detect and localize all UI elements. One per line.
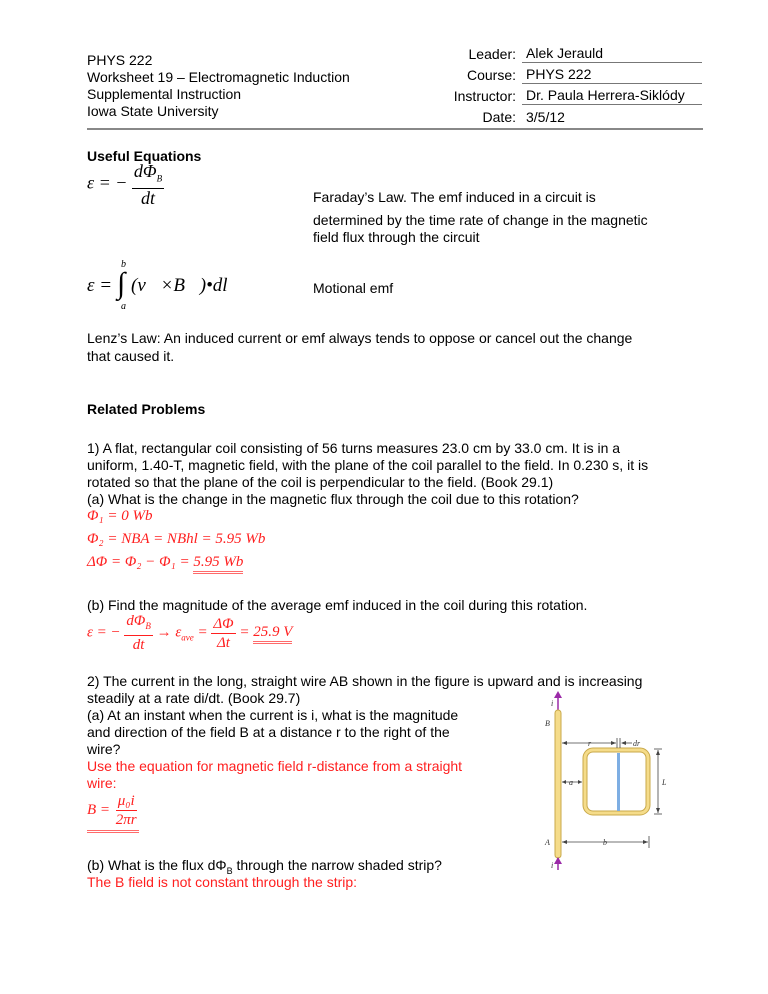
- eq-fraction: [132, 162, 164, 207]
- faraday-desc-1: Faraday’s Law. The emf induced in a circuit is: [313, 189, 596, 205]
- eq-arrow: → ε: [156, 624, 182, 641]
- straight-wire: [555, 710, 561, 858]
- svg-text:L: L: [662, 778, 667, 787]
- problem-text-line: 2) The current in the long, straight wire AB shown in the figure is upward and is increasing: [87, 673, 643, 689]
- svg-text:r: r: [588, 739, 592, 748]
- eq-sub: ave: [181, 632, 194, 643]
- answer-result: 25.9 V: [253, 624, 292, 644]
- eq-den: dt: [140, 187, 155, 208]
- faraday-desc-3: field flux through the circuit: [313, 229, 480, 245]
- course-code: PHYS 222: [87, 52, 153, 68]
- info-label: Date:: [482, 109, 516, 125]
- info-row-leader: [420, 42, 702, 63]
- eq-fraction: [114, 792, 139, 829]
- faraday-desc-2: determined by the time rate of change in the magnetic: [313, 212, 648, 228]
- eq-den: dt: [132, 637, 145, 653]
- university-name: Iowa State University: [87, 103, 219, 119]
- eq-sub: B: [156, 173, 163, 184]
- p2a-equation: [87, 792, 139, 833]
- eq-lower-limit: a: [121, 301, 126, 312]
- svg-text:a: a: [569, 778, 573, 787]
- program-name: Supplemental Instruction: [87, 86, 242, 102]
- eq-lhs: ε = −: [87, 624, 121, 641]
- problem-2a-question: (a) At an instant when the current is i, what is the magnitude: [87, 707, 459, 723]
- problem-2b-answer: The B field is not constant through the strip:: [87, 874, 358, 890]
- problem-text-line: steadily at a rate di/dt. (Book 29.7): [87, 690, 301, 706]
- wire-loop-diagram: [540, 690, 670, 870]
- problem-text-line: uniform, 1.40-T, magnetic field, with the plane of the coil parallel to the field. In 0.230 s, it is: [87, 457, 649, 473]
- info-row-date: [420, 105, 702, 126]
- eq-num: dΦ: [126, 613, 146, 629]
- eq-equals: =: [193, 624, 212, 641]
- problem-2a-question: wire?: [87, 741, 121, 757]
- p1a-answer-1: Φ₁ = 0 Wb: [87, 508, 153, 524]
- eq-num: dΦ: [133, 161, 157, 181]
- shaded-strip: [617, 753, 620, 811]
- motional-emf-desc: Motional emf: [313, 280, 394, 296]
- problem-1-text: [87, 440, 648, 508]
- question-text: through the narrow shaded strip?: [232, 857, 442, 873]
- info-label: Course:: [466, 67, 516, 83]
- svg-text:A: A: [545, 838, 550, 847]
- answer-result: 5.95 Wb: [193, 554, 243, 574]
- problem-1b-question: (b) Find the magnitude of the average emf induced in the coil during this rotation.: [87, 597, 588, 613]
- wire-loop-figure: [540, 690, 670, 870]
- problem-1a-question: (a) What is the change in the magnetic flux through the coil due to this rotation?: [87, 491, 579, 507]
- header-divider: [87, 128, 703, 130]
- eq-lhs: ε = −: [87, 172, 128, 193]
- svg-text:i: i: [551, 699, 554, 708]
- problem-text-line: 1) A flat, rectangular coil consisting of 56 turns measures 23.0 cm by 33.0 cm. It is in a: [87, 440, 621, 456]
- eq-upper-limit: b: [121, 259, 126, 270]
- info-value: PHYS 222: [522, 65, 702, 84]
- info-value: Alek Jerauld: [522, 44, 702, 63]
- problem-2a-answer: wire:: [87, 775, 117, 791]
- eq-sub: B: [226, 865, 233, 876]
- eq-fraction: [211, 615, 235, 652]
- eq-lhs: ε =: [87, 275, 113, 296]
- info-label: Leader:: [468, 46, 516, 62]
- problem-text-line: rotated so that the plane of the coil is perpendicular to the field. (Book 29.1): [87, 474, 554, 490]
- question-text: (b) What is the flux dΦ: [87, 857, 227, 873]
- eq-sub: B: [145, 621, 151, 631]
- problem-2a-question: and direction of the field B at a distance r to the right of the: [87, 724, 450, 740]
- svg-text:B: B: [545, 719, 550, 728]
- info-row-course: [420, 63, 702, 84]
- motional-emf-equation: [87, 261, 287, 311]
- svg-text:dr: dr: [633, 739, 641, 748]
- course-header: [87, 52, 350, 120]
- lenz-law-line-1: Lenz’s Law: An induced current or emf always tends to oppose or cancel out the change: [87, 330, 633, 346]
- p1a-answer-3: [87, 554, 243, 570]
- info-label: Instructor:: [453, 88, 516, 104]
- info-value: 3/5/12: [526, 109, 565, 125]
- eq-integrand: (v⃗×B⃗)•dl⃗: [131, 275, 243, 296]
- p1b-answer: [87, 612, 292, 654]
- faraday-equation: [87, 162, 164, 207]
- eq-fraction: [124, 612, 152, 654]
- eq-num: ΔΦ: [213, 615, 234, 632]
- p1a-answer-2: Φ₂ = NBA = NBhl = 5.95 Wb: [87, 531, 266, 547]
- eq-den: 2πr: [115, 812, 137, 828]
- rectangular-loop: [585, 750, 648, 813]
- lenz-law-line-2: that caused it.: [87, 348, 175, 364]
- info-table: [420, 42, 702, 126]
- svg-text:b: b: [603, 838, 607, 847]
- integral-sign: ∫: [117, 267, 126, 300]
- eq-equals: =: [239, 624, 254, 641]
- answer-prefix: ΔΦ = Φ₂ − Φ₁ =: [87, 554, 194, 570]
- info-value: Dr. Paula Herrera-Siklódy: [522, 86, 702, 105]
- eq-num: μ₀i: [117, 793, 135, 809]
- current-arrow-up-icon: [554, 691, 562, 698]
- worksheet-title: Worksheet 19 – Electromagnetic Induction: [87, 69, 350, 85]
- eq-den: Δt: [217, 634, 230, 651]
- svg-text:i: i: [551, 861, 554, 870]
- eq-lhs: B =: [87, 801, 114, 818]
- useful-equations-heading: Useful Equations: [87, 148, 202, 164]
- problem-2a-answer: Use the equation for magnetic field r-distance from a straight: [87, 758, 463, 774]
- info-row-instructor: [420, 84, 702, 105]
- current-arrow-up-icon: [554, 857, 562, 864]
- related-problems-heading: Related Problems: [87, 401, 206, 417]
